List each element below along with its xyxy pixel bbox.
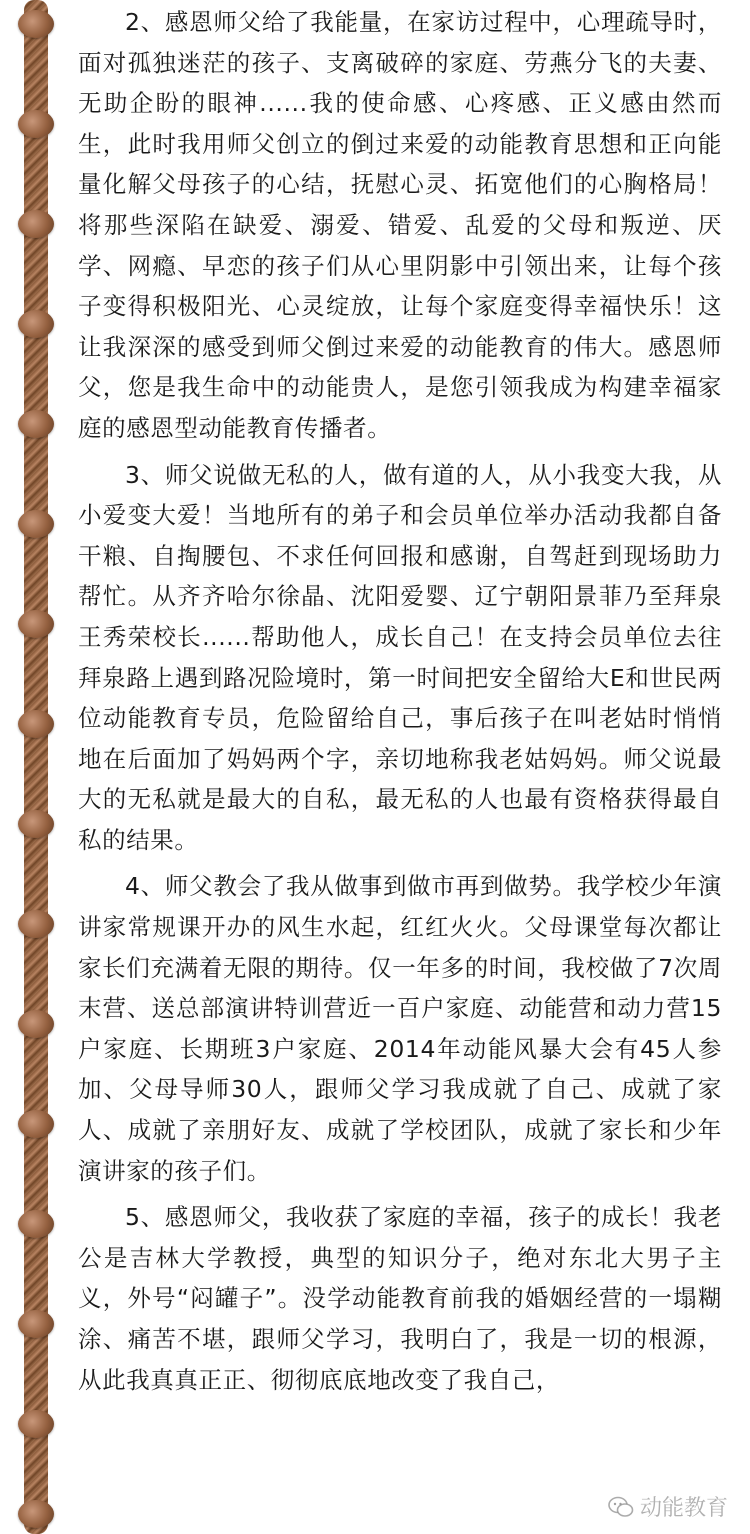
rope-knot (18, 1310, 54, 1338)
rope-knot (18, 1110, 54, 1138)
rope-knot (18, 510, 54, 538)
watermark (608, 1491, 728, 1522)
article-body (78, 0, 722, 1400)
rope-knot (18, 910, 54, 938)
rope-knot (18, 10, 54, 38)
paragraph-2: 2、感恩师父给了我能量，在家访过程中，心理疏导时，面对孤独迷茫的孩子、支离破碎的家庭、劳燕分飞的夫妻、无助企盼的眼神......我的使命感、心疼感、正义感由然而生，此时我用师父创立的倒过来爱的动能教育思想和正向能量化解父母孩子的心结，抚慰心灵、拓宽他们的心胸格局！将那些深陷在缺爱、溺爱、错爱、乱爱的父母和叛逆、厌学、网瘾、早恋的孩子们从心里阴影中引领出来，让每个孩子变得积极阳光、心灵绽放，让每个家庭变得幸福快乐！这让我深深的感受到师父倒过来爱的动能教育的伟大。感恩师父，您是我生命中的动能贵人，是您引领我成为构建幸福家庭的感恩型动能教育传播者。 (78, 8, 722, 442)
rope-knot (18, 610, 54, 638)
paragraph-5: 5、感恩师父，我收获了家庭的幸福，孩子的成长！我老公是吉林大学教授，典型的知识分子，绝对东北大男子主义，外号“闷罐子”。没学动能教育前我的婚姻经营的一塌糊涂、痛苦不堪，跟师父学习，我明白了，我是一切的根源，从此我真真正正、彻彻底底地改变了我自己， (78, 1203, 722, 1394)
rope-knot (18, 1500, 54, 1528)
rope-knot (18, 410, 54, 438)
paragraph-4: 4、师父教会了我从做事到做市再到做势。我学校少年演讲家常规课开办的风生水起，红红火火。父母课堂每次都让家长们充满着无限的期待。仅一年多的时间，我校做了7次周末营、送总部演讲特训营近一百户家庭、动能营和动力营15户家庭、长期班3户家庭、2014年动能风暴大会有45人参加、父母导师30人，跟师父学习我成就了自己、成就了家人、成就了亲朋好友、成就了学校团队，成就了家长和少年演讲家的孩子们。 (78, 872, 722, 1185)
rope-border (24, 0, 48, 1534)
rope-knot (18, 1010, 54, 1038)
rope-knot (18, 710, 54, 738)
rope-knot (18, 1410, 54, 1438)
rope-knot (18, 1210, 54, 1238)
rope-knot (18, 110, 54, 138)
rope-knot (18, 210, 54, 238)
paragraph-3: 3、师父说做无私的人，做有道的人，从小我变大我，从小爱变大爱！当地所有的弟子和会员单位举办活动我都自备干粮、自掏腰包、不求任何回报和感谢，自驾赶到现场助力帮忙。从齐齐哈尔徐晶、沈阳爱婴、辽宁朝阳景菲乃至拜泉王秀荣校长......帮助他人，成长自己！在支持会员单位去往拜泉路上遇到路况险境时，第一时间把安全留给大E和世民两位动能教育专员，危险留给自己，事后孩子在叫老姑时悄悄地在后面加了妈妈两个字，亲切地称我老姑妈妈。师父说最大的无私就是最大的自私，最无私的人也最有资格获得最自私的结果。 (78, 460, 722, 854)
wechat-icon (608, 1496, 634, 1518)
rope-knot (18, 810, 54, 838)
rope-knot (18, 310, 54, 338)
watermark-text: 动能教育 (639, 1496, 728, 1521)
